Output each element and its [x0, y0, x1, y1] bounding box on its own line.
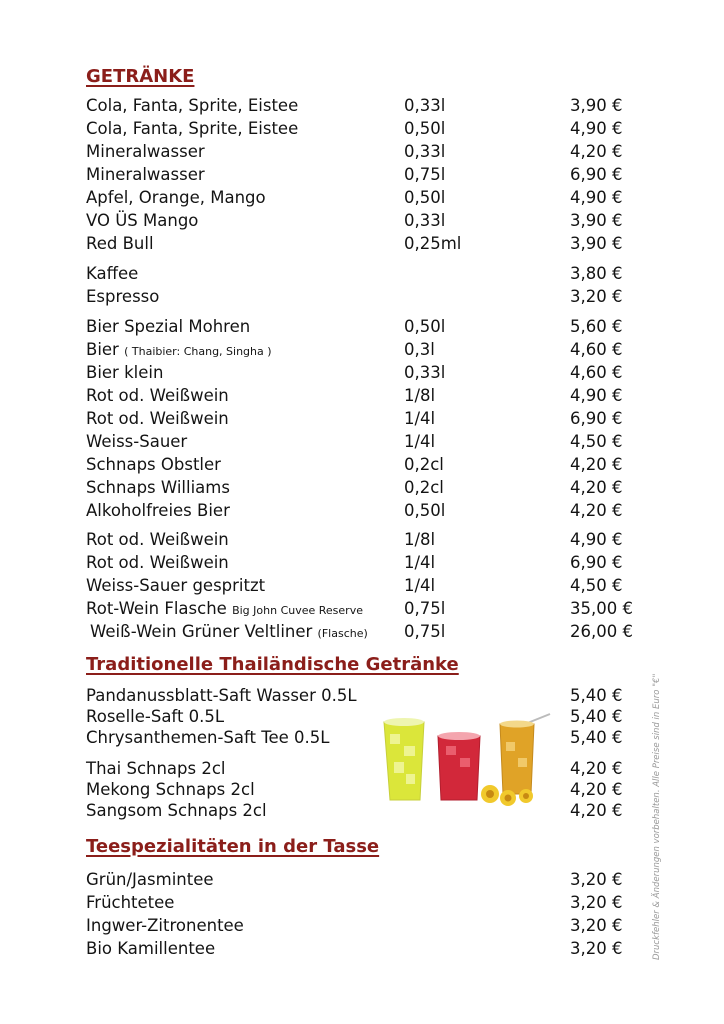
- item-size: 0,33l: [404, 211, 446, 230]
- menu-row: [86, 800, 646, 821]
- item-note: ( Thaibier: Chang, Singha ): [124, 345, 272, 358]
- getraenke-group-3: [86, 315, 646, 522]
- item-note: Big John Cuvee Reserve: [232, 604, 363, 617]
- item-name-text: Weiß-Wein Grüner Veltliner: [90, 622, 313, 641]
- item-price: 3,90 €: [570, 234, 623, 253]
- item-price: 3,20 €: [570, 870, 623, 889]
- item-note: (Flasche): [317, 627, 368, 640]
- item-size: 0,75l: [404, 599, 446, 618]
- item-name: Rot od. Weißwein: [86, 530, 229, 549]
- item-name: Chrysanthemen-Saft Tee 0.5L: [86, 728, 330, 747]
- section-title-getraenke: GETRÄNKE: [86, 66, 195, 87]
- menu-row: [86, 186, 646, 209]
- item-price: 4,90 €: [570, 188, 623, 207]
- menu-row: [86, 574, 646, 597]
- item-price: 4,90 €: [570, 386, 623, 405]
- menu-row: [86, 285, 646, 308]
- item-size: 0,2cl: [404, 455, 444, 474]
- item-name: Sangsom Schnaps 2cl: [86, 801, 267, 820]
- item-price: 6,90 €: [570, 409, 623, 428]
- roselle-drink-glass: [438, 732, 480, 800]
- item-name: Schnaps Obstler: [86, 455, 221, 474]
- item-name: [86, 597, 363, 622]
- item-name: Mekong Schnaps 2cl: [86, 780, 255, 799]
- menu-row: [86, 551, 646, 574]
- item-name: Ingwer-Zitronentee: [86, 916, 244, 935]
- item-name: Espresso: [86, 287, 160, 306]
- item-price: 3,90 €: [570, 96, 623, 115]
- item-size: 1/4l: [404, 409, 436, 428]
- item-price: 5,60 €: [570, 317, 623, 336]
- item-size: 1/4l: [404, 553, 436, 572]
- item-size: 0,50l: [404, 317, 446, 336]
- item-name: Kaffee: [86, 264, 139, 283]
- menu-row: [86, 779, 646, 800]
- menu-row: [86, 597, 646, 620]
- item-name: Pandanussblatt-Saft Wasser 0.5L: [86, 686, 357, 705]
- item-name: Rot od. Weißwein: [86, 386, 229, 405]
- item-price: 4,20 €: [570, 759, 623, 778]
- item-name: Cola, Fanta, Sprite, Eistee: [86, 119, 299, 138]
- item-price: 4,20 €: [570, 501, 623, 520]
- item-name: Schnaps Williams: [86, 478, 230, 497]
- menu-row: [86, 914, 646, 937]
- chrysanthemum-drink-glass: [500, 714, 550, 794]
- item-name: Rot od. Weißwein: [86, 409, 229, 428]
- item-price: 4,90 €: [570, 119, 623, 138]
- item-name: [86, 315, 250, 338]
- item-name: Alkoholfreies Bier: [86, 501, 230, 520]
- item-size: 0,25ml: [404, 234, 462, 253]
- item-price: 4,20 €: [570, 455, 623, 474]
- menu-row: [86, 706, 646, 727]
- disclaimer-note: Druckfehler & Änderungen vorbehalten. Alle Preise sind in Euro "€": [652, 673, 662, 960]
- tee-group: [86, 868, 646, 960]
- item-price: 4,90 €: [570, 530, 623, 549]
- item-price: 4,50 €: [570, 432, 623, 451]
- menu-row: [86, 476, 646, 499]
- item-price: 4,20 €: [570, 478, 623, 497]
- item-price: 4,20 €: [570, 801, 623, 820]
- item-size: 0,33l: [404, 96, 446, 115]
- item-price: 6,90 €: [570, 165, 623, 184]
- menu-row: [86, 262, 646, 285]
- item-name: Mineralwasser: [86, 142, 205, 161]
- item-size: 0,50l: [404, 501, 446, 520]
- menu-row: [86, 727, 646, 748]
- item-name: Bio Kamillentee: [86, 939, 216, 958]
- menu-row: [86, 499, 646, 522]
- menu-row: [86, 117, 646, 140]
- pandan-drink-glass: [384, 718, 424, 800]
- item-size: 1/8l: [404, 530, 436, 549]
- menu-row: [86, 384, 646, 407]
- menu-row: [86, 528, 646, 551]
- item-price: 5,40 €: [570, 707, 623, 726]
- getraenke-group-1: [86, 94, 646, 255]
- getraenke-group-2: [86, 262, 646, 308]
- item-name: Weiss-Sauer gespritzt: [86, 576, 266, 595]
- menu-row: [86, 430, 646, 453]
- item-price: 3,20 €: [570, 939, 623, 958]
- item-name-text: Bier: [86, 340, 119, 359]
- item-price: 35,00 €: [570, 599, 633, 618]
- item-size: 0,50l: [404, 119, 446, 138]
- item-name: [86, 338, 272, 363]
- thai-group-1: [86, 685, 646, 748]
- menu-row: [86, 209, 646, 232]
- item-name: Grün/Jasmintee: [86, 870, 214, 889]
- item-name: Bier klein: [86, 363, 164, 382]
- item-name: Cola, Fanta, Sprite, Eistee: [86, 96, 299, 115]
- item-size: 0,33l: [404, 363, 446, 382]
- item-price: 26,00 €: [570, 622, 633, 641]
- menu-row: [86, 315, 646, 338]
- item-price: 3,80 €: [570, 264, 623, 283]
- menu-row: [86, 868, 646, 891]
- item-price: 5,40 €: [570, 728, 623, 747]
- item-price: 3,20 €: [570, 893, 623, 912]
- item-size: 1/8l: [404, 386, 436, 405]
- item-name: Apfel, Orange, Mango: [86, 188, 266, 207]
- item-size: 0,75l: [404, 165, 446, 184]
- menu-row: [86, 891, 646, 914]
- menu-row: [86, 685, 646, 706]
- section-title-tee: Teespezialitäten in der Tasse: [86, 836, 380, 857]
- section-title-thai: Traditionelle Thailändische Getränke: [86, 654, 459, 675]
- item-size: 0,75l: [404, 622, 446, 641]
- menu-row: [86, 338, 646, 361]
- item-size: 1/4l: [404, 432, 436, 451]
- menu-row: [86, 361, 646, 384]
- menu-row: [86, 94, 646, 117]
- item-size: 1/4l: [404, 576, 436, 595]
- item-name: Mineralwasser: [86, 165, 205, 184]
- item-price: 5,40 €: [570, 686, 623, 705]
- thai-drinks-image: [380, 712, 555, 807]
- menu-row: [86, 232, 646, 255]
- item-size: 0,2cl: [404, 478, 444, 497]
- getraenke-group-4: [86, 528, 646, 643]
- item-price: 6,90 €: [570, 553, 623, 572]
- item-name: Weiss-Sauer: [86, 432, 188, 451]
- menu-row: [86, 758, 646, 779]
- item-name: VO ÜS Mango: [86, 211, 199, 230]
- menu-row: [86, 407, 646, 430]
- item-price: 4,60 €: [570, 363, 623, 382]
- item-name: Roselle-Saft 0.5L: [86, 707, 225, 726]
- item-price: 4,50 €: [570, 576, 623, 595]
- item-price: 4,20 €: [570, 780, 623, 799]
- item-price: 3,20 €: [570, 287, 623, 306]
- item-name: Red Bull: [86, 234, 154, 253]
- menu-row: [86, 163, 646, 186]
- item-size: 0,50l: [404, 188, 446, 207]
- item-name: Früchtetee: [86, 893, 175, 912]
- menu-row: [86, 937, 646, 960]
- item-name-text: Bier Spezial Mohren: [86, 317, 251, 336]
- item-name: Rot od. Weißwein: [86, 553, 229, 572]
- menu-row: [86, 620, 646, 643]
- item-name-text: Rot-Wein Flasche: [86, 599, 227, 618]
- item-name: [90, 620, 368, 645]
- thai-group-2: [86, 758, 646, 821]
- menu-row: [86, 140, 646, 163]
- item-price: 4,20 €: [570, 142, 623, 161]
- item-price: 3,20 €: [570, 916, 623, 935]
- item-name: Thai Schnaps 2cl: [86, 759, 226, 778]
- item-price: 4,60 €: [570, 340, 623, 359]
- menu-row: [86, 453, 646, 476]
- item-size: 0,3l: [404, 340, 435, 359]
- item-size: 0,33l: [404, 142, 446, 161]
- item-price: 3,90 €: [570, 211, 623, 230]
